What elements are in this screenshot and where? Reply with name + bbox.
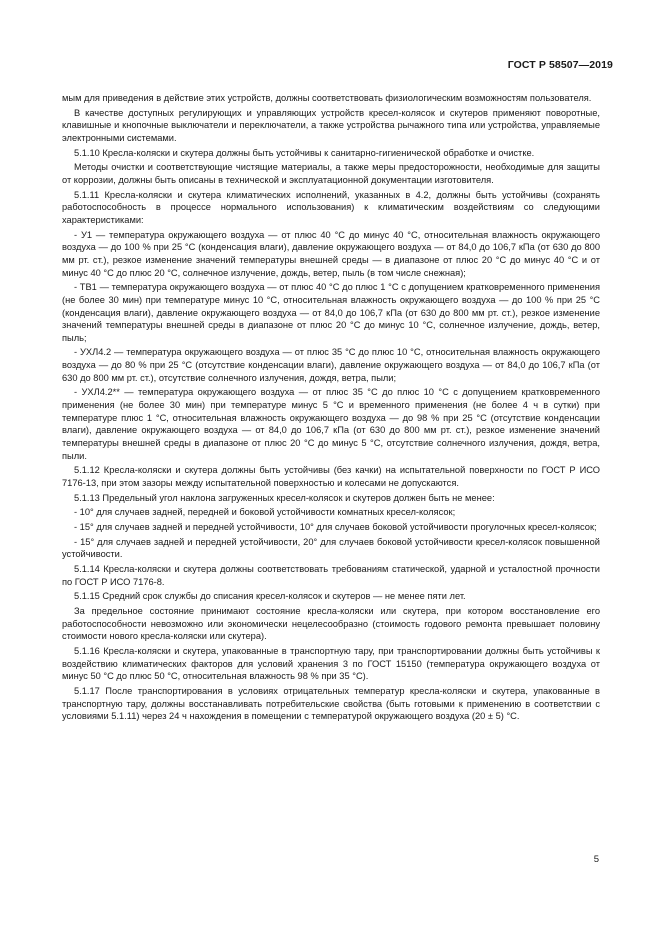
clause-5-1-13: 5.1.13 Предельный угол наклона загруженных кресел-колясок и скутеров должен быть не менее: — [74, 492, 495, 503]
page-number: 5 — [593, 854, 599, 865]
paragraph-continuation: мым для приведения в действие этих устройств, должны соответствовать физиологическим возможностям пользователя. — [62, 93, 592, 103]
clause-5-1-17: 5.1.17 После транспортирования в условиях отрицательных температур кресла-коляски и скутера, упакованные в транспортную тару, должны восстанавливать потребительские свойства (быть готовыми к применению в соответствии с условиями 5.1.11) через 24 ч нахождения в помещении с температурой окружающего воздуха (20 ± 5) °С. — [62, 685, 600, 722]
clause-5-1-11: 5.1.11 Кресла-коляски и скутера климатических исполнений, указанных в 4.2, должны быть устойчивы (сохранять работоспособность в процессе нормального использования) к климатическим воздействиям со следующими характеристиками: — [62, 189, 600, 225]
clause-5-1-15: 5.1.15 Средний срок службы до списания кресел-колясок и скутеров — не менее пяти лет. — [74, 591, 466, 602]
standard-designation: ГОСТ Р 58507—2019 — [507, 59, 613, 71]
list-item-tv1: - ТВ1 — температура окружающего воздуха — от плюс 40 °С до плюс 1 °С с допущением кратковременного применения (не более 30 мин) при температуре минус 10 °С, относительная влажность окружающего воздуха — до 100 % при 25 °С (конденсация влаги), давление окружающего воздуха — от 84,0 до 106,7 кПа (от 630 до 800 мм рт. ст.), резкое изменение значений температуры внешней среды в диапазоне от плюс 20 °С до минус 10 °С, солнечное излучение, дождь, ветер, пыль; — [62, 282, 600, 343]
clause-5-1-12: 5.1.12 Кресла-коляски и скутера должны быть устойчивы (без качки) на испытательной поверхности по ГОСТ Р ИСО 7176-13, при этом зазоры между испытательной поверхностью и колесами не допускаются. — [62, 465, 600, 489]
list-item-uhl42-star: - УХЛ4.2** — температура окружающего воздуха — от плюс 35 °С до плюс 10 °С с допущением кратковременного применения (не более 30 мин) при температуре минус 5 °С и временного применения (не более 4 ч в сутки) при температуре плюс 1 °С, относительная влажность окружающего воздуха — до 98 % при 25 °С (отсутствие конденсации влаги), давление окружающего воздуха — от 84,0 до 106,7 кПа (от 630 до 800 мм рт. ст.), резкое изменение значений температуры внешней среды в диапазоне от плюс 20 °С до минус 5 °С, отсутствие солнечного излучения, дождя, ветра, пыли. — [62, 387, 600, 461]
clause-5-1-14: 5.1.14 Кресла-коляски и скутера должны соответствовать требованиям статической, ударной и усталостной прочности по ГОСТ Р ИСО 7176-8. — [62, 563, 600, 587]
clause-5-1-10: 5.1.10 Кресла-коляски и скутера должны быть устойчивы к санитарно-гигиенической обработке и очистке. — [74, 147, 535, 158]
paragraph: Методы очистки и соответствующие чистящие материалы, а также меры предосторожности, необходимые для защиты от коррозии, должны быть описаны в технической и эксплуатационной документации изготовителя. — [62, 162, 600, 185]
list-item: - 15° для случаев задней и передней устойчивости, 20° для случаев боковой устойчивости кресел-колясок повышенной устойчивости. — [62, 536, 600, 560]
list-item: - 15° для случаев задней и передней устойчивости, 10° для случаев боковой устойчивости прогулочных кресел-колясок; — [74, 522, 597, 532]
list-item-u1: - У1 — температура окружающего воздуха — от плюс 40 °С до минус 40 °С, относительная влажность окружающего воздуха — до 100 % при 25 °С (конденсация влаги), давление окружающего воздуха — от 84,0 до 106,7 кПа (от 630 до 800 мм рт. ст.), резкое изменение значений температуры внешней среды — в диапазоне от плюс 20 °С до минус 40 °С и от минус 40 °С до плюс 20 °С, солнечное излучение, дождь, ветер, пыль (в том числе снежная); — [62, 229, 600, 278]
body-text — [62, 92, 600, 725]
paragraph: За предельное состояние принимают состояние кресла-коляски или скутера, при котором восстановление его работоспособности невозможно или экономически нецелесообразно (стоимость годового ремонта превышает половину стоимости нового кресла-коляски или скутера). — [62, 605, 600, 642]
list-item-uhl42: - УХЛ4.2 — температура окружающего воздуха — от плюс 35 °С до плюс 10 °С, относительная влажность окружающего воздуха — до 80 % при 25 °С (отсутствие конденсации влаги), давление окружающего воздуха — от 84,0 до 106,7 кПа (от 630 до 800 мм рт. ст.), отсутствие солнечного излучения, дождя, ветра, пыли; — [62, 347, 600, 383]
list-item: - 10° для случаев задней, передней и боковой устойчивости комнатных кресел-колясок; — [74, 507, 456, 518]
paragraph: В качестве доступных регулирующих и управляющих устройств кресел-колясок и скутеров применяют поворотные, клавишные и кнопочные выключатели и переключатели, а также устройства рычажного типа или устройства, управляемые электронными системами. — [62, 107, 600, 143]
clause-5-1-16: 5.1.16 Кресла-коляски и скутера, упакованные в транспортную тару, при транспортировании должны быть устойчивы к воздействию климатических факторов для условий хранения 3 по ГОСТ 15150 (температура окружающего воздуха от минус 50 °С до плюс 50 °С, относительная влажность 98 % при 35 °С). — [62, 645, 600, 682]
